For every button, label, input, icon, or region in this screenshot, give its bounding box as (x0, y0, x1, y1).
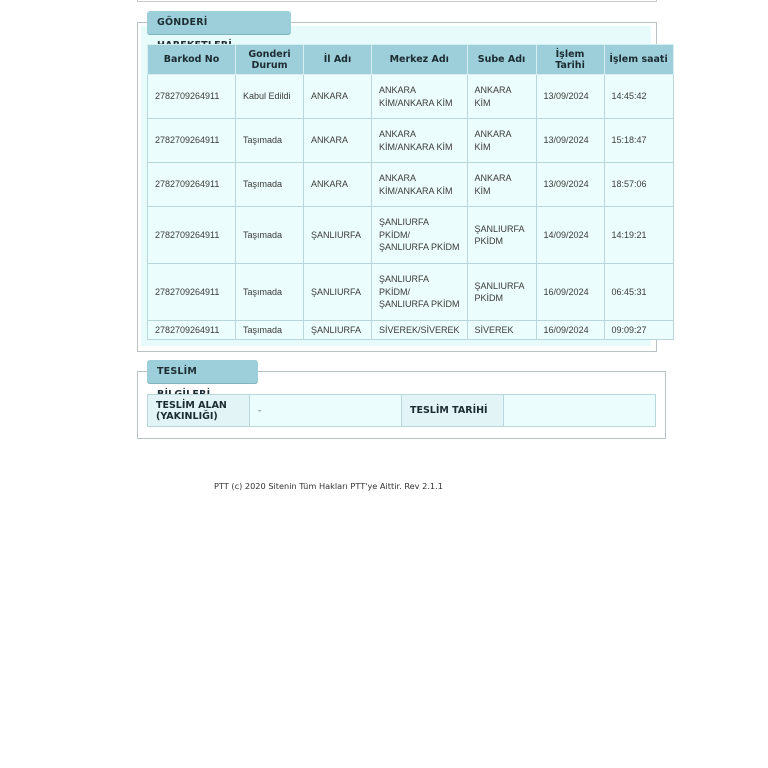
cell-tarih: 14/09/2024 (536, 207, 604, 264)
cell-saat: 14:19:21 (604, 207, 673, 264)
cell-tarih: 13/09/2024 (536, 75, 604, 119)
cell-sube: ANKARA KİM (467, 75, 536, 119)
cell-sube: ANKARA KİM (467, 119, 536, 163)
cell-barkod: 2782709264911 (148, 321, 236, 340)
cell-saat: 06:45:31 (604, 264, 673, 321)
cell-il: ŞANLIURFA (304, 321, 372, 340)
cell-saat: 14:45:42 (604, 75, 673, 119)
teslim-tarihi-label: TESLİM TARİHİ (402, 395, 504, 427)
gonderi-hareketleri-title: GÖNDERİ (147, 11, 291, 34)
cell-barkod: 2782709264911 (148, 264, 236, 321)
table-row (148, 75, 674, 119)
previous-section-bottom (137, 0, 657, 2)
cell-durum: Kabul Edildi (236, 75, 304, 119)
cell-tarih: 16/09/2024 (536, 264, 604, 321)
teslim-alan-value: - (250, 395, 402, 427)
cell-il: ŞANLIURFA (304, 207, 372, 264)
cell-sube: SİVEREK (467, 321, 536, 340)
col-sube-adi: Sube Adı (467, 45, 536, 75)
cell-barkod: 2782709264911 (148, 75, 236, 119)
table-row (148, 264, 674, 321)
cell-barkod: 2782709264911 (148, 119, 236, 163)
cell-durum: Taşımada (236, 119, 304, 163)
cell-merkez: SİVEREK/SİVEREK (372, 321, 468, 340)
delivery-row (148, 395, 656, 427)
cell-tarih: 16/09/2024 (536, 321, 604, 340)
cell-merkez: ŞANLIURFA PKİDM/ ŞANLIURFA PKİDM (372, 207, 468, 264)
cell-barkod: 2782709264911 (148, 163, 236, 207)
cell-il: ANKARA (304, 163, 372, 207)
movements-table (147, 44, 674, 340)
cell-merkez: ANKARA KİM/ANKARA KİM (372, 163, 468, 207)
cell-saat: 09:09:27 (604, 321, 673, 340)
cell-durum: Taşımada (236, 321, 304, 340)
cell-merkez: ANKARA KİM/ANKARA KİM (372, 119, 468, 163)
col-islem-tarihi: İşlem Tarihi (536, 45, 604, 75)
cell-tarih: 13/09/2024 (536, 163, 604, 207)
cell-durum: Taşımada (236, 207, 304, 264)
cell-saat: 15:18:47 (604, 119, 673, 163)
teslim-tarihi-value (504, 395, 656, 427)
cell-sube: ŞANLIURFA PKİDM (467, 264, 536, 321)
col-barkod-no: Barkod No (148, 45, 236, 75)
cell-durum: Taşımada (236, 163, 304, 207)
footer-copyright: PTT (c) 2020 Sitenin Tüm Hakları PTT'ye Aittir. Rev 2.1.1 (214, 481, 443, 491)
cell-merkez: ŞANLIURFA PKİDM/ ŞANLIURFA PKİDM (372, 264, 468, 321)
table-row (148, 207, 674, 264)
cell-merkez: ANKARA KİM/ANKARA KİM (372, 75, 468, 119)
cell-il: ANKARA (304, 119, 372, 163)
teslim-bilgileri-title: TESLİM (147, 360, 258, 383)
table-row (148, 163, 674, 207)
cell-il: ŞANLIURFA (304, 264, 372, 321)
cell-tarih: 13/09/2024 (536, 119, 604, 163)
col-merkez-adi: Merkez Adı (372, 45, 468, 75)
table-row (148, 321, 674, 340)
cell-sube: ŞANLIURFA PKİDM (467, 207, 536, 264)
delivery-table (147, 394, 656, 427)
col-islem-saati: İşlem saati (604, 45, 673, 75)
cell-saat: 18:57:06 (604, 163, 673, 207)
cell-il: ANKARA (304, 75, 372, 119)
table-header-row (148, 45, 674, 75)
col-gonderi-durum: Gonderi Durum (236, 45, 304, 75)
table-row (148, 119, 674, 163)
col-il-adi: İl Adı (304, 45, 372, 75)
cell-sube: ANKARA KİM (467, 163, 536, 207)
teslim-alan-label: TESLİM ALAN (YAKINLIĞI) (148, 395, 250, 427)
cell-barkod: 2782709264911 (148, 207, 236, 264)
cell-durum: Taşımada (236, 264, 304, 321)
